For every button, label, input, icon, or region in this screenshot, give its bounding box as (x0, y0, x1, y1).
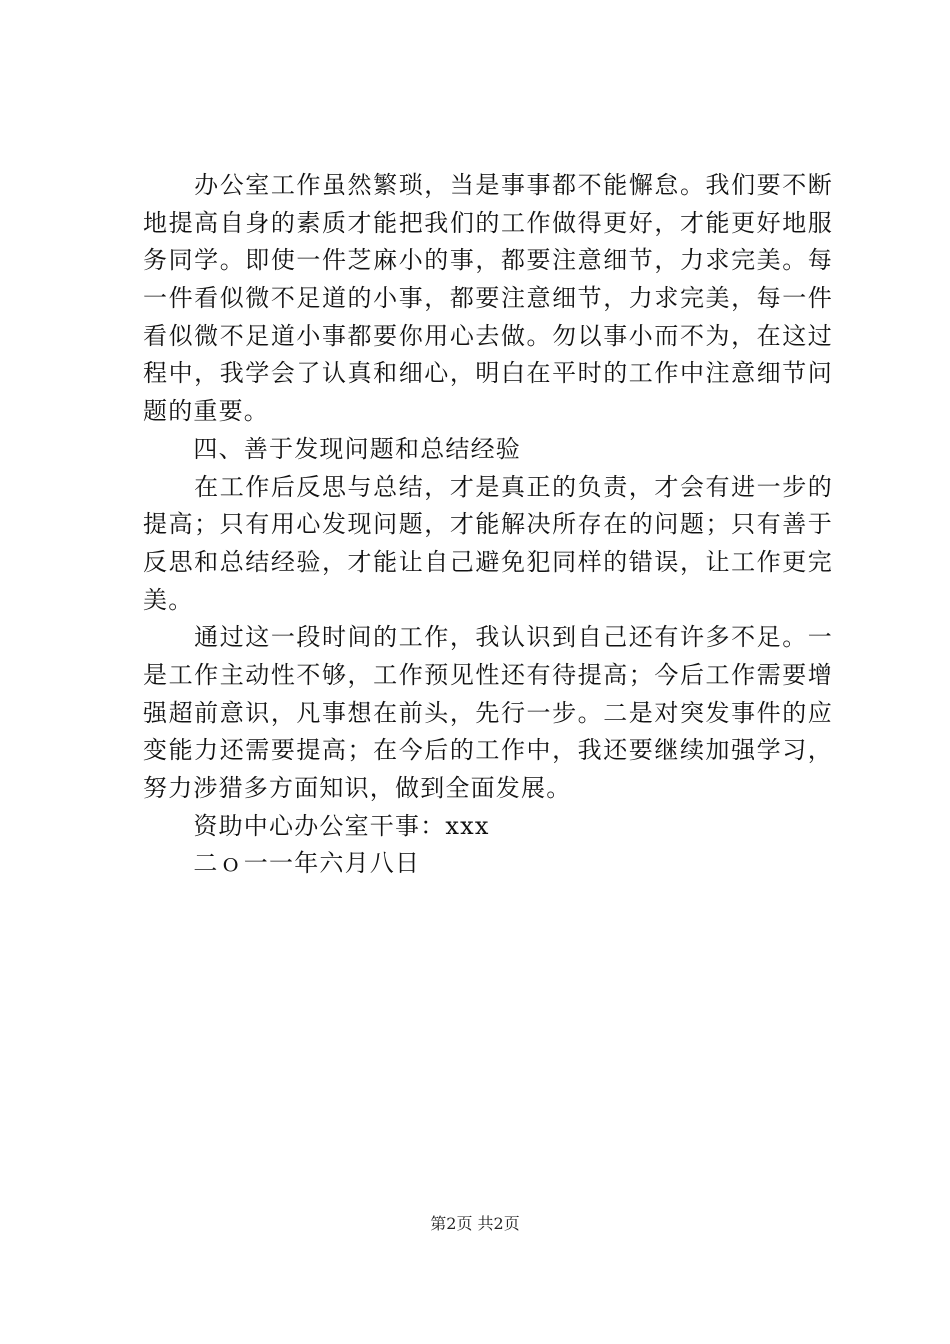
text-line: 资助中心办公室干事：xxx (143, 811, 490, 840)
text-line: 看似微不足道小事都要你用心去做。勿以事小而不为，在这过 (143, 321, 833, 350)
text-line: 强超前意识，凡事想在前头，先行一步。二是对突发事件的应 (143, 698, 833, 727)
text-line: 二ｏ一一年六月八日 (143, 849, 421, 878)
document-body (143, 167, 833, 883)
text-line: 通过这一段时间的工作，我认识到自己还有许多不足。一 (143, 623, 833, 652)
text-line: 程中，我学会了认真和细心，明白在平时的工作中注意细节问 (143, 359, 833, 388)
text-line: 题的重要。 (143, 397, 269, 426)
page-footer: 第2页 共2页 (430, 1214, 520, 1233)
text-line: 一件看似微不足道的小事，都要注意细节，力求完美，每一件 (143, 284, 833, 313)
text-line: 反思和总结经验，才能让自己避免犯同样的错误，让工作更完 (143, 547, 833, 576)
text-line: 变能力还需要提高；在今后的工作中，我还要继续加强学习， (143, 736, 833, 765)
text-line: 在工作后反思与总结，才是真正的负责，才会有进一步的 (143, 472, 833, 501)
text-line: 四、善于发现问题和总结经验 (143, 434, 521, 463)
text-line: 努力涉猎多方面知识，做到全面发展。 (143, 774, 572, 802)
text-line: 提高；只有用心发现问题，才能解决所存在的问题；只有善于 (143, 510, 833, 539)
text-line: 美。 (143, 585, 194, 614)
text-line: 务同学。即使一件芝麻小的事，都要注意细节，力求完美。每 (143, 246, 833, 275)
text-line: 办公室工作虽然繁琐，当是事事都不能懈怠。我们要不断 (143, 171, 833, 199)
text-line: 是工作主动性不够，工作预见性还有待提高；今后工作需要增 (143, 660, 833, 689)
text-line: 地提高自身的素质才能把我们的工作做得更好，才能更好地服 (143, 208, 833, 237)
